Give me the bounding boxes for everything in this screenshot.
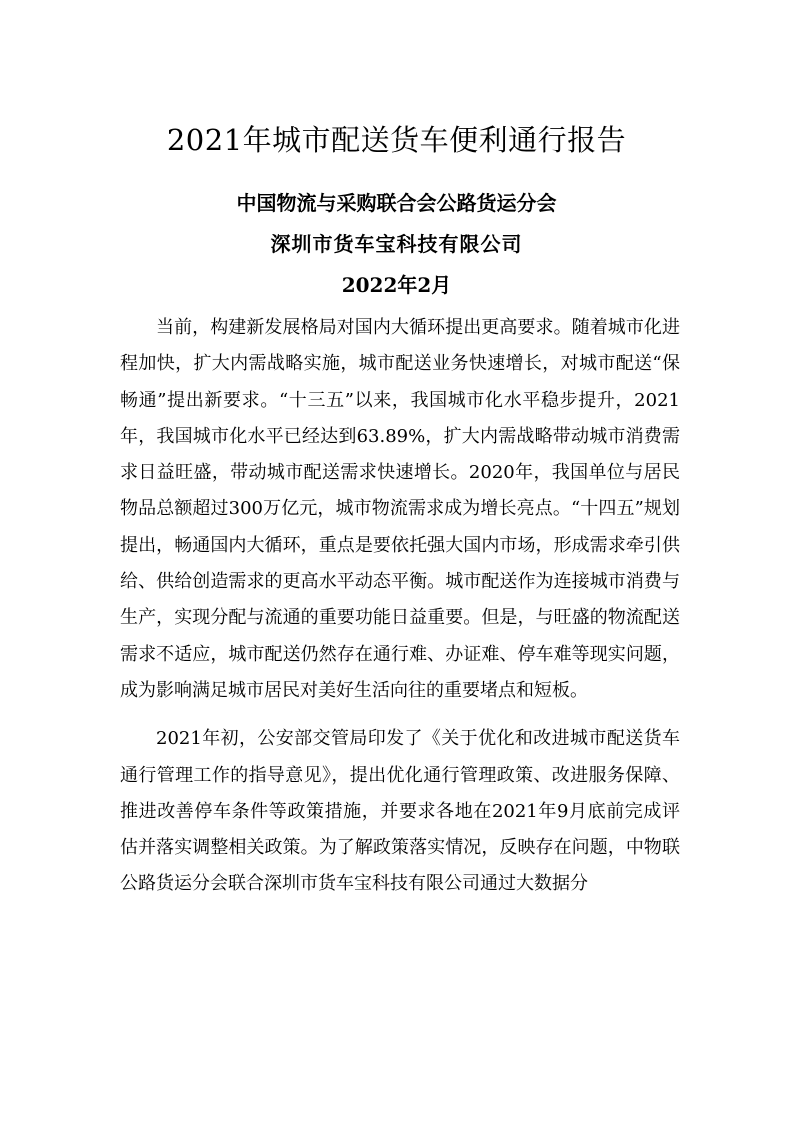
body-paragraph-1: 当前，构建新发展格局对国内大循环提出更高要求。随着城市化进程加快，扩大内需战略实施，城市配送业务快速增长，对城市配送“保畅通”提出新要求。“十三五”以来，我国城市化水平稳步提升，2021年，我国城市化水平已经达到63.89%，扩大内需战略带动城市消费需求日益旺盛，带动城市配送需求快速增长。2020年，我国单位与居民物品总额超过300万亿元，城市物流需求成为增长亮点。“十四五”规划提出，畅通国内大循环，重点是要依托强大国内市场，形成需求牵引供给、供给创造需求的更高水平动态平衡。城市配送作为连接城市消费与生产，实现分配与流通的重要功能日益重要。但是，与旺盛的物流配送需求不适应，城市配送仍然存在通行难、办证难、停车难等现实问题，成为影响满足城市居民对美好生活向往的重要堵点和短板。 [120, 317, 680, 701]
report-body [120, 310, 680, 903]
organization-name-2: 深圳市货车宝科技有限公司 [270, 232, 523, 256]
body-paragraph-2: 2021年初，公安部交管局印发了《关于优化和改进城市配送货车通行管理工作的指导意见》，提出优化通行管理政策、改进服务保障、推进改善停车条件等政策措施，并要求各地在2021年9月底前完成评估并落实调整相关政策。为了解政策落实情况，反映存在问题，中物联公路货运分会联合深圳市货车宝科技有限公司通过大数据分 [120, 728, 680, 895]
report-date: 2022年2月 [341, 273, 452, 297]
report-title: 2021年城市配送货车便利通行报告 [166, 123, 627, 157]
organization-name-1: 中国物流与采购联合会公路货运分会 [236, 191, 557, 215]
